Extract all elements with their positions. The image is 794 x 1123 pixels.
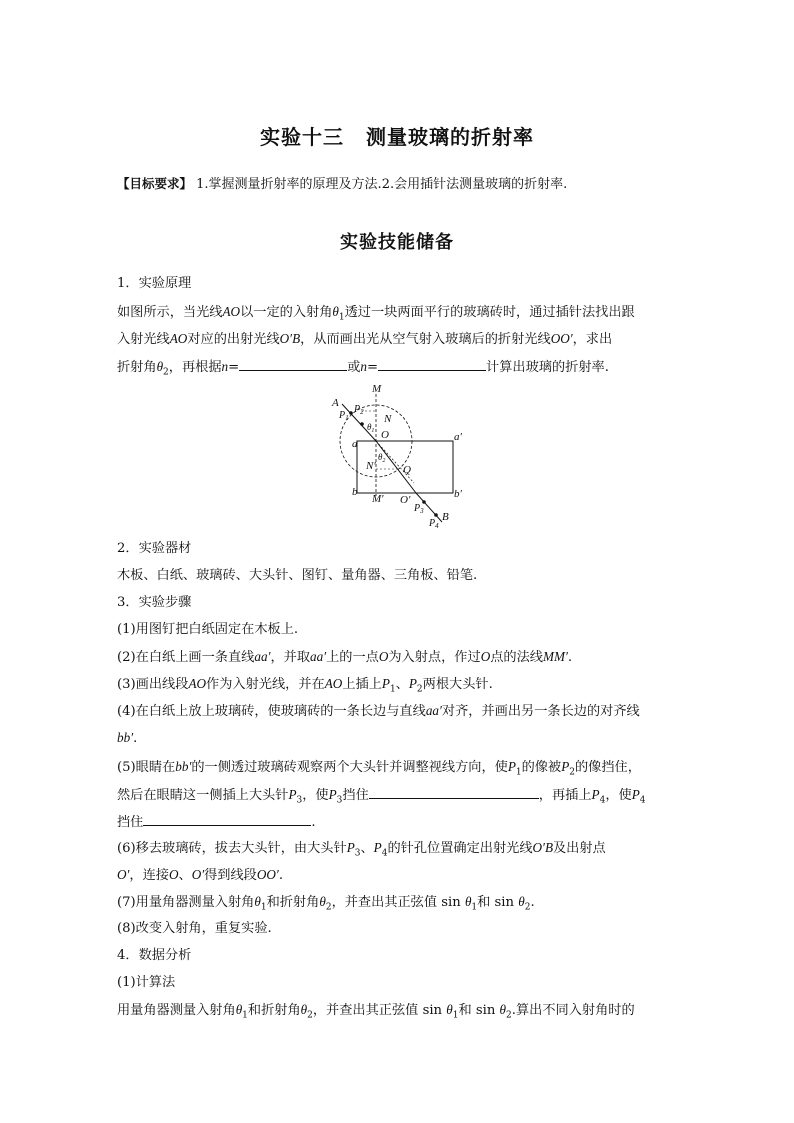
step-2: (2)在白纸上画一条直线aa′，并取aa′上的一点O为入射点，作过O点的法线MM′. [117, 649, 573, 665]
step-1: (1)用图钉把白纸固定在木板上. [117, 622, 299, 637]
s4-sub1: (1)计算法 [117, 975, 176, 990]
label-b-prime: b′ [454, 488, 462, 500]
title-left: 实验十三 [260, 125, 344, 149]
goal-tag: 【目标要求】 [117, 176, 193, 191]
s3-heading: 3．实验步骤 [117, 595, 192, 610]
step-5-cont2: 挡住 . [117, 811, 316, 833]
label-N: N [384, 413, 392, 425]
answer-blank-1[interactable] [239, 356, 347, 371]
refraction-diagram [320, 380, 480, 530]
section-title: 实验技能储备 [340, 232, 454, 253]
pin-p2 [360, 422, 364, 426]
step-5: (5)眼睛在bb′的一侧透过玻璃砖观察两个大头针并调整视线方向，使$P_1$的像被$P_2$的像挡住， [117, 759, 641, 778]
svg-text:P4: $P_4$ [429, 518, 439, 530]
label-Q: Q [403, 464, 411, 476]
label-A: A [332, 397, 339, 409]
s1-line2: 入射光线AO对应的出射光线O′B，从而画出光从空气射入玻璃后的折射光线OO′，求出 [117, 331, 613, 347]
label-N-prime: N′ [366, 460, 376, 472]
step-4: (4)在白纸上放上玻璃砖，使玻璃砖的一条长边与直线aa′对齐，并画出另一条长边的对齐线 [117, 703, 640, 719]
page-title [0, 121, 794, 150]
goal-line [117, 173, 567, 192]
s2-heading: 2．实验器材 [117, 541, 192, 556]
label-O-prime: O′ [400, 494, 411, 506]
s4-heading: 4．数据分析 [117, 948, 192, 963]
step-4-cont: bb′. [117, 730, 138, 746]
step-7: (7)用量角器测量入射角$\theta_1$和折射角$\theta_2$，并查出其正弦值 $\sin \theta_1$和 $\sin \theta_2$. [117, 894, 535, 913]
s4-line1: 用量角器测量入射角$\theta_1$和折射角$\theta_2$，并查出其正弦值 $\sin \theta_1$和 $\sin \theta_2$.算出不同入射角时的 [117, 1002, 635, 1021]
label-M-prime: M′ [372, 493, 384, 505]
label-O: O [381, 429, 389, 441]
step-3: (3)画出线段AO作为入射光线，并在AO上插上$P_1$、$P_2$两根大头针. [117, 676, 493, 695]
answer-blank-2[interactable] [378, 356, 486, 371]
step-5-cont: 然后在眼睛这一侧插上大头针$P_3$，使$P_3$挡住 ，再插上$P_4$，使$P_4$ [117, 784, 646, 811]
s1-heading: 1．实验原理 [117, 276, 192, 291]
svg-text:P3: $P_3$ [414, 503, 424, 515]
step-6-cont: O′，连接O、O′得到线段OO′. [117, 867, 284, 883]
answer-blank-4[interactable] [143, 811, 311, 826]
svg-text:P2: $P_2$ [354, 404, 364, 416]
step-6: (6)移去玻璃砖，拔去大头针，由大头针$P_3$、$P_4$的针孔位置确定出射光线O′B及出射点 [117, 840, 606, 859]
label-a: a [352, 438, 358, 450]
svg-text:P1: $P_1$ [339, 410, 349, 422]
pin-p4 [434, 513, 438, 517]
step-8: (8)改变入射角，重复实验. [117, 921, 272, 936]
label-b: b [352, 486, 358, 498]
goal-text: 1.掌握测量折射率的原理及方法.2.会用插针法测量玻璃的折射率. [196, 177, 568, 192]
pin-p1 [349, 411, 353, 415]
label-M: M [372, 383, 382, 395]
title-right: 测量玻璃的折射率 [366, 125, 534, 149]
answer-blank-3[interactable] [369, 784, 539, 799]
s2-text: 木板、白纸、玻璃砖、大头针、图钉、量角器、三角板、铅笔. [117, 568, 478, 583]
s1-line1: 如图所示，当光线AO以一定的入射角$\theta_1$透过一块两面平行的玻璃砖时，通过插针法找出跟 [117, 304, 635, 323]
svg-text:θ1: $\theta_1$ [367, 422, 375, 434]
label-a-prime: a′ [454, 431, 462, 443]
svg-text:θ2: $\theta_2$ [378, 452, 386, 464]
pin-p3 [422, 500, 426, 504]
label-B: B [442, 511, 449, 523]
s1-line3: 折射角$\theta_2$，再根据n= 或n= 计算出玻璃的折射率. [117, 356, 609, 383]
